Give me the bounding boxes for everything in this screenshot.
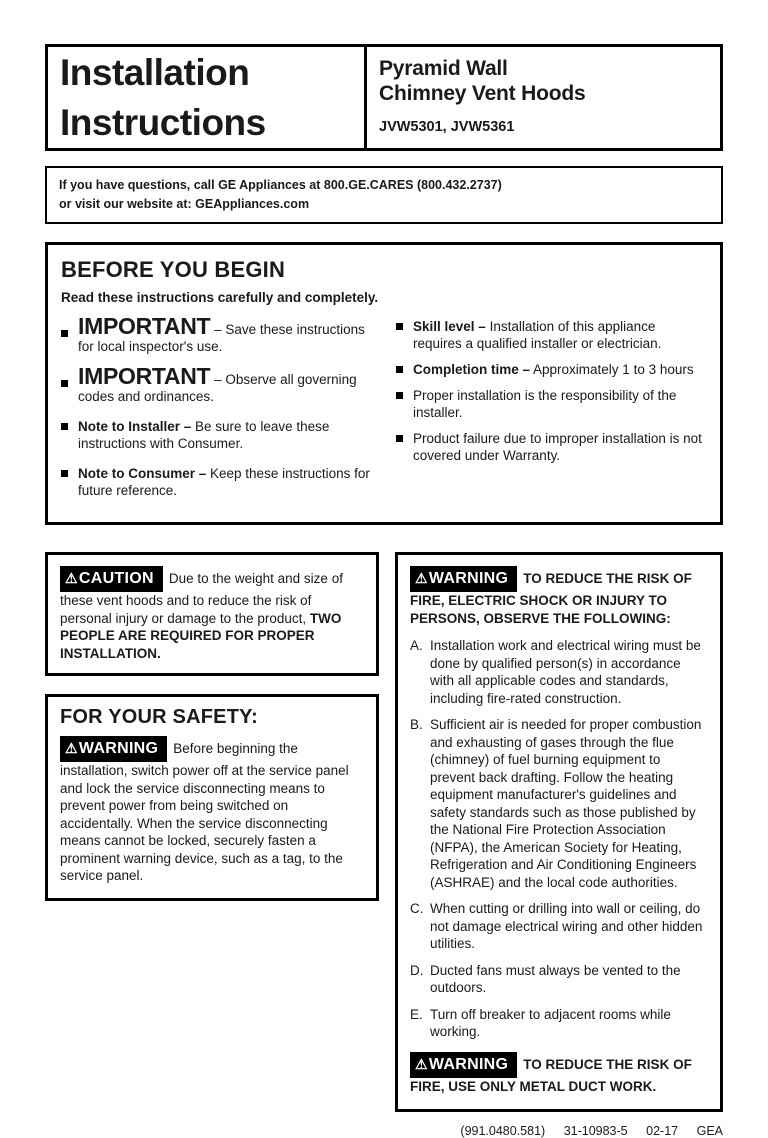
- document-title-line2: Instructions: [60, 102, 266, 143]
- model-numbers: JVW5301, JVW5361: [379, 119, 515, 135]
- for-your-safety-box: [45, 694, 379, 901]
- item-text: When cutting or drilling into wall or ceiling, do not damage electrical wiring and other hidden utilities.: [430, 901, 703, 951]
- warning-label: [410, 1052, 517, 1078]
- list-item: [61, 465, 372, 499]
- contact-website-line: or visit our website at: GEAppliances.com: [59, 197, 310, 211]
- bullet-square-icon: [396, 323, 403, 330]
- list-item: [396, 318, 707, 352]
- caution-label: [60, 566, 163, 592]
- list-item: [396, 387, 707, 421]
- document-title: [48, 47, 364, 148]
- section-subtitle: Read these instructions carefully and completely.: [61, 290, 379, 305]
- product-name-line1: Pyramid Wall: [379, 57, 508, 80]
- warning-box: [395, 552, 723, 1112]
- footer-date: 02-17: [646, 1123, 679, 1138]
- before-you-begin-section: [45, 242, 723, 525]
- list-item-text: IMPORTANT – Observe all governing codes and ordinances.: [78, 363, 357, 404]
- bullet-square-icon: [396, 392, 403, 399]
- warning-list-item: [410, 716, 708, 891]
- item-letter: C.: [410, 901, 424, 916]
- warning-triangle-icon: ⚠: [65, 740, 78, 756]
- contact-info-box: [45, 166, 723, 224]
- warning-label: [60, 736, 167, 762]
- bullet-square-icon: [396, 366, 403, 373]
- list-item: [396, 430, 707, 464]
- safety-text: Before beginning the installation, switch power off at the service panel and lock the service disconnecting means to prevent power from being switched on accidentally. When the service disconnecting means cannot be locked, securely fasten a prominent warning device, such as a tag, to the service panel.: [60, 741, 349, 883]
- list-item-text: Product failure due to improper installation is not covered under Warranty.: [413, 431, 702, 463]
- contact-phone-line: If you have questions, call GE Appliances at 800.GE.CARES (800.432.2737): [59, 178, 502, 192]
- list-item-text: IMPORTANT – Save these instructions for local inspector's use.: [78, 313, 365, 354]
- bullet-square-icon: [396, 435, 403, 442]
- caution-text: Due to the weight and size of these vent hoods and to reduce the risk of personal injury or damage to the product,: [60, 571, 343, 626]
- warning-list-item: [410, 962, 708, 997]
- caution-paragraph: [60, 566, 364, 662]
- section-title: BEFORE YOU BEGIN: [61, 257, 286, 282]
- warning-heading-paragraph: [410, 566, 708, 628]
- warning-triangle-icon: ⚠: [415, 570, 428, 586]
- page-footer: [45, 1124, 723, 1138]
- warning-list-item: [410, 1006, 708, 1041]
- list-item: [61, 363, 372, 405]
- for-your-safety-title: FOR YOUR SAFETY:: [60, 706, 259, 728]
- left-safety-column: [45, 552, 379, 901]
- item-letter: D.: [410, 962, 424, 978]
- footer-part-number: (991.0480.581): [460, 1123, 546, 1138]
- caution-text-bold: TWO PEOPLE ARE REQUIRED FOR PROPER INSTALLATION.: [60, 610, 342, 661]
- item-letter: A.: [410, 638, 423, 653]
- list-item-text: Proper installation is the responsibility of the installer.: [413, 388, 677, 420]
- list-item-text: Completion time – Approximately 1 to 3 hours: [413, 362, 694, 377]
- before-you-begin-left-column: [61, 313, 372, 512]
- warning-heading: TO REDUCE THE RISK OF FIRE, ELECTRIC SHOCK OR INJURY TO PERSONS, OBSERVE THE FOLLOWING:: [410, 571, 692, 626]
- warning-triangle-icon: ⚠: [415, 1055, 428, 1072]
- warning-label-text: WARNING: [428, 1055, 509, 1073]
- item-text: Installation work and electrical wiring must be done by qualified person(s) in accordance with all applicable codes and standards, including fire-rated construction.: [430, 638, 701, 706]
- before-you-begin-right-column: [396, 318, 707, 512]
- warning-label-text: WARNING: [78, 740, 159, 757]
- product-name-line2: Chimney Vent Hoods: [379, 82, 586, 105]
- warning-list-item: [410, 900, 708, 953]
- warning2-heading-paragraph: [410, 1052, 708, 1096]
- item-letter: E.: [410, 1006, 423, 1022]
- bullet-square-icon: [61, 423, 68, 430]
- safety-paragraph: [60, 736, 364, 885]
- warning-label-text: WARNING: [428, 570, 509, 587]
- before-you-begin-columns: [61, 313, 707, 512]
- footer-pub-number: 31-10983-5: [563, 1123, 628, 1138]
- product-header: [364, 47, 720, 148]
- right-safety-column: [395, 552, 723, 1112]
- list-item-text: Skill level – Installation of this appliance requires a qualified installer or electrician.: [413, 319, 662, 351]
- bullet-square-icon: [61, 380, 68, 387]
- caution-label-text: CAUTION: [78, 570, 154, 587]
- product-name: [379, 56, 720, 106]
- caution-box: [45, 552, 379, 676]
- item-text: Sufficient air is needed for proper combustion and exhausting of gases through the flue (chimney) of fuel burning equipment to prevent back drafting. Follow the heating equipment manufacturer's guidelines and safety standards such as those published by the National Fire Protection Association (NFPA), the American Society for Heating, Refrigeration and Air Conditioning Engineers (ASHRAE) and the local code authorities.: [430, 717, 702, 890]
- warning2-heading: TO REDUCE THE RISK OF FIRE, USE ONLY METAL DUCT WORK.: [410, 1056, 692, 1094]
- list-item-text: Note to Installer – Be sure to leave these instructions with Consumer.: [78, 419, 330, 451]
- warning-label: [410, 566, 517, 592]
- item-letter: B.: [410, 717, 423, 732]
- list-item: [61, 313, 372, 355]
- safety-columns: [45, 552, 723, 1112]
- warning-triangle-icon: ⚠: [65, 570, 78, 586]
- bullet-square-icon: [61, 470, 68, 477]
- list-item: [396, 361, 707, 378]
- item-text: Turn off breaker to adjacent rooms while working.: [430, 1006, 671, 1039]
- footer-brand-code: GEA: [696, 1123, 723, 1138]
- item-text: Ducted fans must always be vented to the outdoors.: [430, 962, 681, 995]
- list-item-text: Note to Consumer – Keep these instructions for future reference.: [78, 466, 370, 498]
- document-header: [45, 44, 723, 151]
- document-title-line1: Installation: [60, 52, 250, 93]
- bullet-square-icon: [61, 330, 68, 337]
- list-item: [61, 418, 372, 452]
- warning-list-item: [410, 637, 708, 707]
